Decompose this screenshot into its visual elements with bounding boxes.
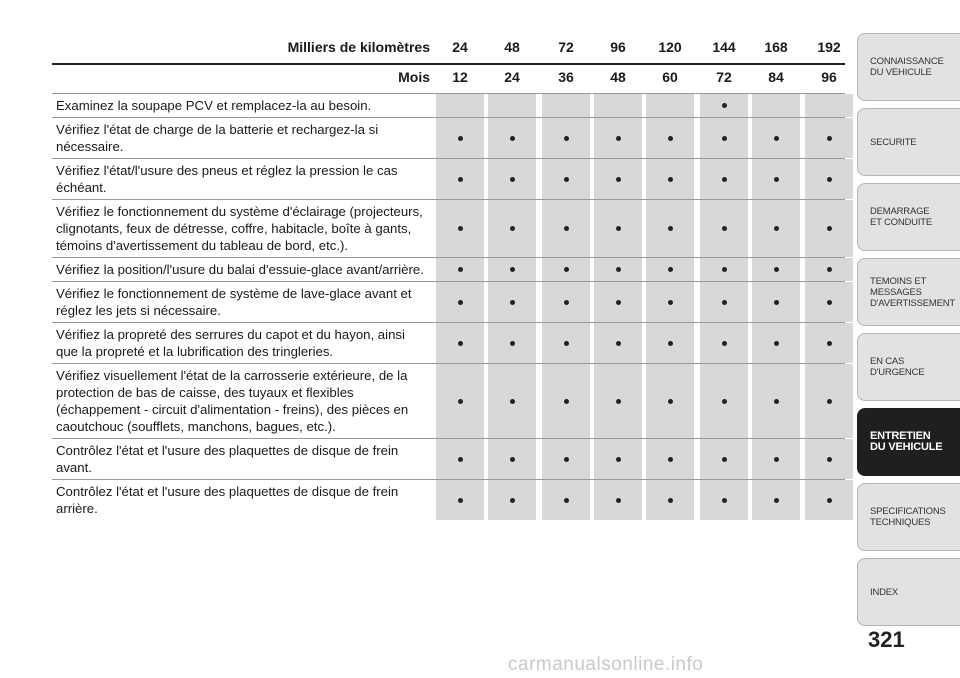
check-dot xyxy=(668,399,673,404)
interval-cell xyxy=(805,439,853,479)
months-col-7: 96 xyxy=(821,69,837,85)
check-dot xyxy=(510,399,515,404)
interval-cell xyxy=(542,439,590,479)
table-row xyxy=(52,281,845,322)
check-dot xyxy=(458,341,463,346)
interval-cell xyxy=(700,364,748,438)
check-dot xyxy=(774,341,779,346)
km-col-7: 192 xyxy=(817,39,841,55)
check-dot xyxy=(510,498,515,503)
check-dot xyxy=(827,341,832,346)
chapter-tab-label: INDEX xyxy=(870,586,899,598)
km-col-0: 24 xyxy=(452,39,468,55)
check-dot xyxy=(616,498,621,503)
chapter-tab-4[interactable] xyxy=(857,333,960,401)
interval-cell xyxy=(488,159,536,199)
interval-cell xyxy=(646,94,694,117)
interval-cell xyxy=(436,258,484,281)
chapter-tab-label: DEMARRAGE ET CONDUITE xyxy=(870,206,933,228)
check-dot xyxy=(564,267,569,272)
months-col-1: 24 xyxy=(504,69,520,85)
months-header-label: Mois xyxy=(398,69,430,85)
check-dot xyxy=(616,457,621,462)
check-dot xyxy=(458,136,463,141)
interval-cell xyxy=(646,282,694,322)
row-description: Examinez la soupape PCV et remplacez-la au besoin. xyxy=(56,98,372,113)
interval-cell xyxy=(752,323,800,363)
check-dot xyxy=(722,103,727,108)
check-dot xyxy=(774,177,779,182)
row-description: Vérifiez le fonctionnement du système d'éclairage (projecteurs, clignotants, feux de détresse, coffre, habitacle, boîte à gants, témoins d'avertissement du tableau de bord, etc.). xyxy=(56,204,423,253)
months-col-3: 48 xyxy=(610,69,626,85)
interval-cell xyxy=(542,258,590,281)
table-row xyxy=(52,93,845,117)
interval-cell xyxy=(805,282,853,322)
check-dot xyxy=(774,267,779,272)
check-dot xyxy=(458,498,463,503)
check-dot xyxy=(722,267,727,272)
interval-cell xyxy=(594,364,642,438)
check-dot xyxy=(827,457,832,462)
page-number: 321 xyxy=(868,627,905,652)
check-dot xyxy=(668,226,673,231)
check-dot xyxy=(616,341,621,346)
row-description: Contrôlez l'état et l'usure des plaquettes de disque de frein avant. xyxy=(56,443,399,475)
check-dot xyxy=(668,177,673,182)
km-col-1: 48 xyxy=(504,39,520,55)
chapter-tab-2[interactable] xyxy=(857,183,960,251)
chapter-tab-label: SPECIFICATIONS TECHNIQUES xyxy=(870,506,946,528)
interval-cell xyxy=(436,159,484,199)
check-dot xyxy=(774,136,779,141)
check-dot xyxy=(668,498,673,503)
interval-cell xyxy=(805,94,853,117)
interval-cell xyxy=(700,439,748,479)
interval-cell xyxy=(594,439,642,479)
maintenance-table xyxy=(52,33,845,520)
check-dot xyxy=(510,341,515,346)
interval-cell xyxy=(700,323,748,363)
interval-cell xyxy=(436,200,484,257)
interval-cell xyxy=(646,159,694,199)
chapter-tab-0[interactable] xyxy=(857,33,960,101)
chapter-tab-label: CONNAISSANCE DU VEHICULE xyxy=(870,56,944,78)
check-dot xyxy=(668,341,673,346)
table-row xyxy=(52,363,845,438)
check-dot xyxy=(510,226,515,231)
months-col-6: 84 xyxy=(768,69,784,85)
km-col-4: 120 xyxy=(658,39,682,55)
table-row xyxy=(52,257,845,281)
interval-cell xyxy=(646,323,694,363)
interval-cell xyxy=(594,159,642,199)
check-dot xyxy=(774,300,779,305)
check-dot xyxy=(668,267,673,272)
row-description: Vérifiez l'état/l'usure des pneus et réglez la pression le cas échéant. xyxy=(56,163,398,195)
chapter-tab-label: EN CAS D'URGENCE xyxy=(870,356,925,378)
row-description: Contrôlez l'état et l'usure des plaquettes de disque de frein arrière. xyxy=(56,484,399,516)
check-dot xyxy=(616,177,621,182)
km-col-5: 144 xyxy=(712,39,736,55)
interval-cell xyxy=(436,480,484,520)
months-col-4: 60 xyxy=(662,69,678,85)
table-row xyxy=(52,117,845,158)
chapter-tab-label: TEMOINS ET MESSAGES D'AVERTISSEMENT xyxy=(870,275,956,309)
interval-cell xyxy=(436,323,484,363)
interval-cell xyxy=(488,439,536,479)
interval-cell xyxy=(646,200,694,257)
check-dot xyxy=(458,267,463,272)
check-dot xyxy=(668,136,673,141)
interval-cell xyxy=(700,282,748,322)
check-dot xyxy=(564,498,569,503)
check-dot xyxy=(564,457,569,462)
check-dot xyxy=(827,399,832,404)
check-dot xyxy=(722,341,727,346)
check-dot xyxy=(774,399,779,404)
interval-cell xyxy=(488,258,536,281)
km-col-2: 72 xyxy=(558,39,574,55)
check-dot xyxy=(668,457,673,462)
check-dot xyxy=(510,457,515,462)
interval-cell xyxy=(488,118,536,158)
check-dot xyxy=(510,136,515,141)
check-dot xyxy=(564,177,569,182)
interval-cell xyxy=(488,282,536,322)
check-dot xyxy=(722,457,727,462)
check-dot xyxy=(774,226,779,231)
months-col-5: 72 xyxy=(716,69,732,85)
row-description: Vérifiez la position/l'usure du balai d'essuie-glace avant/arrière. xyxy=(56,262,424,277)
chapter-tabs xyxy=(857,33,960,633)
km-header-row xyxy=(52,33,845,63)
interval-cell xyxy=(594,323,642,363)
chapter-tab-3[interactable] xyxy=(857,258,960,326)
km-col-3: 96 xyxy=(610,39,626,55)
interval-cell xyxy=(488,480,536,520)
check-dot xyxy=(458,177,463,182)
interval-cell xyxy=(488,94,536,117)
interval-cell xyxy=(700,258,748,281)
check-dot xyxy=(564,226,569,231)
interval-cell xyxy=(646,364,694,438)
interval-cell xyxy=(700,94,748,117)
interval-cell xyxy=(542,200,590,257)
check-dot xyxy=(564,136,569,141)
interval-cell xyxy=(805,258,853,281)
check-dot xyxy=(722,300,727,305)
row-description: Vérifiez visuellement l'état de la carrosserie extérieure, de la protection de bas de caisse, des tuyaux et flexibles (échappement - circuit d'alimentation - freins), des pièces en caoutchouc (soufflets, manchons, bagues, etc.). xyxy=(56,368,409,434)
check-dot xyxy=(722,498,727,503)
check-dot xyxy=(827,498,832,503)
check-dot xyxy=(774,498,779,503)
check-dot xyxy=(458,399,463,404)
table-row xyxy=(52,322,845,363)
check-dot xyxy=(722,226,727,231)
interval-cell xyxy=(594,200,642,257)
check-dot xyxy=(616,136,621,141)
interval-cell xyxy=(594,282,642,322)
interval-cell xyxy=(594,94,642,117)
check-dot xyxy=(564,300,569,305)
chapter-tab-label: ENTRETIEN DU VEHICULE xyxy=(870,430,943,453)
check-dot xyxy=(510,300,515,305)
interval-cell xyxy=(805,118,853,158)
interval-cell xyxy=(805,159,853,199)
interval-cell xyxy=(594,258,642,281)
check-dot xyxy=(458,226,463,231)
check-dot xyxy=(722,177,727,182)
check-dot xyxy=(616,267,621,272)
chapter-tab-5[interactable] xyxy=(857,408,960,476)
interval-cell xyxy=(542,159,590,199)
interval-cell xyxy=(752,258,800,281)
interval-cell xyxy=(436,282,484,322)
months-header-row xyxy=(52,63,845,93)
months-col-2: 36 xyxy=(558,69,574,85)
interval-cell xyxy=(700,480,748,520)
months-col-0: 12 xyxy=(452,69,468,85)
row-description: Vérifiez le fonctionnement de système de lave-glace avant et réglez les jets si nécessaire. xyxy=(56,286,412,318)
interval-cell xyxy=(805,200,853,257)
interval-cell xyxy=(752,94,800,117)
interval-cell xyxy=(436,118,484,158)
interval-cell xyxy=(805,323,853,363)
check-dot xyxy=(827,226,832,231)
interval-cell xyxy=(488,364,536,438)
check-dot xyxy=(722,399,727,404)
table-row xyxy=(52,158,845,199)
interval-cell xyxy=(436,439,484,479)
check-dot xyxy=(722,136,727,141)
interval-cell xyxy=(752,159,800,199)
check-dot xyxy=(827,267,832,272)
table-row xyxy=(52,199,845,257)
interval-cell xyxy=(594,118,642,158)
interval-cell xyxy=(542,118,590,158)
interval-cell xyxy=(436,364,484,438)
row-description: Vérifiez l'état de charge de la batterie et rechargez-la si nécessaire. xyxy=(56,122,379,154)
check-dot xyxy=(616,300,621,305)
interval-cell xyxy=(594,480,642,520)
interval-cell xyxy=(646,258,694,281)
interval-cell xyxy=(488,200,536,257)
interval-cell xyxy=(646,480,694,520)
table-row xyxy=(52,438,845,479)
check-dot xyxy=(510,267,515,272)
chapter-tab-6[interactable] xyxy=(857,483,960,551)
interval-cell xyxy=(752,200,800,257)
chapter-tab-1[interactable] xyxy=(857,108,960,176)
check-dot xyxy=(564,399,569,404)
check-dot xyxy=(616,226,621,231)
interval-cell xyxy=(542,323,590,363)
check-dot xyxy=(827,136,832,141)
table-row xyxy=(52,479,845,520)
check-dot xyxy=(827,300,832,305)
check-dot xyxy=(458,300,463,305)
km-header-label: Milliers de kilomètres xyxy=(287,39,430,55)
interval-cell xyxy=(542,480,590,520)
check-dot xyxy=(774,457,779,462)
interval-cell xyxy=(752,364,800,438)
interval-cell xyxy=(752,439,800,479)
watermark: carmanualsonline.info xyxy=(508,654,704,675)
interval-cell xyxy=(542,94,590,117)
chapter-tab-7[interactable] xyxy=(857,558,960,626)
check-dot xyxy=(510,177,515,182)
check-dot xyxy=(458,457,463,462)
interval-cell xyxy=(700,118,748,158)
interval-cell xyxy=(700,200,748,257)
interval-cell xyxy=(646,439,694,479)
interval-cell xyxy=(700,159,748,199)
interval-cell xyxy=(542,364,590,438)
interval-cell xyxy=(542,282,590,322)
check-dot xyxy=(827,177,832,182)
interval-cell xyxy=(752,282,800,322)
check-dot xyxy=(668,300,673,305)
interval-cell xyxy=(646,118,694,158)
row-description: Vérifiez la propreté des serrures du capot et du hayon, ainsi que la propreté et la lubrification des tringleries. xyxy=(56,327,405,359)
check-dot xyxy=(564,341,569,346)
interval-cell xyxy=(805,480,853,520)
km-col-6: 168 xyxy=(764,39,788,55)
check-dot xyxy=(616,399,621,404)
interval-cell xyxy=(436,94,484,117)
interval-cell xyxy=(488,323,536,363)
interval-cell xyxy=(752,480,800,520)
chapter-tab-label: SECURITE xyxy=(870,136,917,148)
interval-cell xyxy=(805,364,853,438)
interval-cell xyxy=(752,118,800,158)
